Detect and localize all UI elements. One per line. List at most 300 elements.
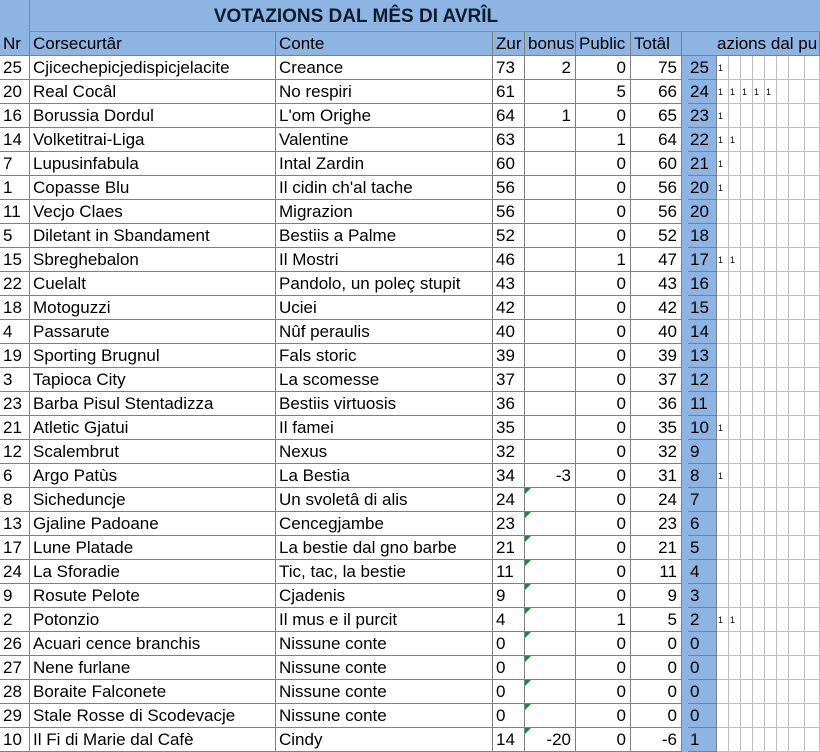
tally-cell[interactable]	[777, 728, 789, 752]
tally-cell[interactable]	[729, 200, 741, 224]
cell-name[interactable]: Lune Platade	[30, 536, 276, 560]
tally-cell[interactable]	[753, 488, 765, 512]
cell-bonus[interactable]	[525, 656, 576, 680]
cell-bonus[interactable]: -20	[525, 728, 576, 752]
tally-cell[interactable]	[777, 320, 789, 344]
tally-cell[interactable]: 1	[729, 248, 741, 272]
cell-conte[interactable]: Pandolo, un poleç stupit	[276, 272, 493, 296]
tally-cell[interactable]	[805, 440, 820, 464]
cell-name[interactable]: Stale Rosse di Scodevacje	[30, 704, 276, 728]
cell-nr[interactable]: 1	[0, 176, 30, 200]
tally-cell[interactable]	[729, 392, 741, 416]
tally-cell[interactable]	[753, 440, 765, 464]
tally-cell[interactable]	[717, 560, 729, 584]
tally-cell[interactable]	[717, 368, 729, 392]
cell-total[interactable]: 23	[631, 512, 682, 536]
tally-cell[interactable]	[753, 632, 765, 656]
cell-nr[interactable]: 5	[0, 224, 30, 248]
cell-zur[interactable]: 39	[493, 344, 525, 368]
cell-bonus[interactable]	[525, 536, 576, 560]
tally-cell[interactable]	[789, 224, 805, 248]
cell-name[interactable]: Tapioca City	[30, 368, 276, 392]
tally-cell[interactable]	[753, 248, 765, 272]
tally-cell[interactable]	[777, 464, 789, 488]
tally-cell[interactable]	[789, 56, 805, 80]
cell-rank[interactable]: 23	[688, 104, 717, 128]
cell-rank[interactable]: 22	[688, 128, 717, 152]
cell-public[interactable]: 0	[576, 368, 631, 392]
cell-name[interactable]: Diletant in Sbandament	[30, 224, 276, 248]
cell-rank[interactable]: 12	[688, 368, 717, 392]
cell-zur[interactable]: 11	[493, 560, 525, 584]
cell-public[interactable]: 0	[576, 56, 631, 80]
cell-total[interactable]: 36	[631, 392, 682, 416]
cell-nr[interactable]: 23	[0, 392, 30, 416]
cell-bonus[interactable]	[525, 488, 576, 512]
tally-cell[interactable]	[765, 152, 777, 176]
cell-conte[interactable]: Migrazion	[276, 200, 493, 224]
tally-cell[interactable]	[729, 176, 741, 200]
cell-zur[interactable]: 60	[493, 152, 525, 176]
tally-cell[interactable]	[789, 272, 805, 296]
tally-cell[interactable]	[753, 704, 765, 728]
tally-cell[interactable]	[777, 536, 789, 560]
cell-public[interactable]: 0	[576, 704, 631, 728]
tally-cell[interactable]	[789, 464, 805, 488]
tally-cell[interactable]	[789, 344, 805, 368]
tally-cell[interactable]	[789, 80, 805, 104]
cell-rank[interactable]: 2	[688, 608, 717, 632]
tally-cell[interactable]	[789, 584, 805, 608]
cell-zur[interactable]: 0	[493, 680, 525, 704]
tally-cell[interactable]	[753, 128, 765, 152]
cell-name[interactable]: Boraite Falconete	[30, 680, 276, 704]
cell-public[interactable]: 0	[576, 464, 631, 488]
cell-zur[interactable]: 24	[493, 488, 525, 512]
tally-cell[interactable]	[789, 656, 805, 680]
tally-cell[interactable]	[753, 320, 765, 344]
cell-nr[interactable]: 27	[0, 656, 30, 680]
cell-total[interactable]: 64	[631, 128, 682, 152]
cell-public[interactable]: 0	[576, 176, 631, 200]
tally-cell[interactable]	[717, 320, 729, 344]
tally-cell[interactable]	[765, 488, 777, 512]
tally-cell[interactable]	[729, 344, 741, 368]
cell-conte[interactable]: Nissune conte	[276, 680, 493, 704]
tally-cell[interactable]	[777, 224, 789, 248]
tally-cell[interactable]	[805, 656, 820, 680]
tally-cell[interactable]	[741, 608, 753, 632]
cell-zur[interactable]: 34	[493, 464, 525, 488]
cell-conte[interactable]: Il Mostri	[276, 248, 493, 272]
cell-public[interactable]: 0	[576, 488, 631, 512]
tally-cell[interactable]	[789, 176, 805, 200]
cell-zur[interactable]: 9	[493, 584, 525, 608]
cell-zur[interactable]: 56	[493, 176, 525, 200]
cell-bonus[interactable]	[525, 608, 576, 632]
tally-cell[interactable]	[777, 560, 789, 584]
tally-cell[interactable]: 1	[717, 464, 729, 488]
tally-cell[interactable]	[729, 632, 741, 656]
tally-cell[interactable]	[805, 272, 820, 296]
tally-cell[interactable]	[717, 536, 729, 560]
cell-nr[interactable]: 3	[0, 368, 30, 392]
cell-conte[interactable]: Il cidin ch'al tache	[276, 176, 493, 200]
cell-nr[interactable]: 18	[0, 296, 30, 320]
tally-cell[interactable]	[765, 560, 777, 584]
cell-rank[interactable]: 6	[688, 512, 717, 536]
tally-cell[interactable]	[805, 248, 820, 272]
cell-name[interactable]: Sicheduncje	[30, 488, 276, 512]
header-conte[interactable]: Conte	[276, 32, 493, 56]
cell-zur[interactable]: 73	[493, 56, 525, 80]
cell-public[interactable]: 0	[576, 296, 631, 320]
cell-bonus[interactable]	[525, 560, 576, 584]
header-side[interactable]: azions dal pu	[717, 32, 820, 56]
cell-zur[interactable]: 52	[493, 224, 525, 248]
tally-cell[interactable]: 1	[741, 80, 753, 104]
tally-cell[interactable]: 1	[729, 80, 741, 104]
tally-cell[interactable]	[777, 584, 789, 608]
tally-cell[interactable]	[729, 272, 741, 296]
tally-cell[interactable]	[741, 488, 753, 512]
cell-rank[interactable]: 0	[688, 656, 717, 680]
cell-name[interactable]: La Sforadie	[30, 560, 276, 584]
tally-cell[interactable]	[765, 584, 777, 608]
cell-nr[interactable]: 8	[0, 488, 30, 512]
cell-conte[interactable]: Fals storic	[276, 344, 493, 368]
tally-cell[interactable]	[765, 464, 777, 488]
tally-cell[interactable]	[753, 272, 765, 296]
header-total[interactable]: Totâl	[631, 32, 682, 56]
cell-total[interactable]: 0	[631, 632, 682, 656]
cell-bonus[interactable]	[525, 392, 576, 416]
tally-cell[interactable]	[777, 368, 789, 392]
cell-bonus[interactable]	[525, 128, 576, 152]
cell-bonus[interactable]: -3	[525, 464, 576, 488]
tally-cell[interactable]	[753, 680, 765, 704]
cell-rank[interactable]: 15	[688, 296, 717, 320]
tally-cell[interactable]	[805, 704, 820, 728]
cell-bonus[interactable]	[525, 368, 576, 392]
tally-cell[interactable]	[741, 248, 753, 272]
tally-cell[interactable]	[717, 272, 729, 296]
cell-public[interactable]: 5	[576, 80, 631, 104]
cell-public[interactable]: 0	[576, 224, 631, 248]
cell-total[interactable]: 39	[631, 344, 682, 368]
cell-bonus[interactable]	[525, 176, 576, 200]
cell-rank[interactable]: 16	[688, 272, 717, 296]
tally-cell[interactable]	[729, 296, 741, 320]
tally-cell[interactable]	[741, 584, 753, 608]
tally-cell[interactable]	[741, 416, 753, 440]
tally-cell[interactable]	[717, 632, 729, 656]
cell-total[interactable]: 52	[631, 224, 682, 248]
cell-total[interactable]: -6	[631, 728, 682, 752]
tally-cell[interactable]	[753, 392, 765, 416]
tally-cell[interactable]	[805, 416, 820, 440]
cell-rank[interactable]: 1	[688, 728, 717, 752]
tally-cell[interactable]	[805, 536, 820, 560]
cell-public[interactable]: 0	[576, 344, 631, 368]
cell-bonus[interactable]	[525, 320, 576, 344]
cell-total[interactable]: 47	[631, 248, 682, 272]
tally-cell[interactable]	[717, 344, 729, 368]
cell-zur[interactable]: 14	[493, 728, 525, 752]
cell-nr[interactable]: 26	[0, 632, 30, 656]
cell-total[interactable]: 0	[631, 680, 682, 704]
cell-zur[interactable]: 43	[493, 272, 525, 296]
tally-cell[interactable]	[741, 392, 753, 416]
tally-cell[interactable]	[741, 104, 753, 128]
tally-cell[interactable]	[805, 176, 820, 200]
tally-cell[interactable]	[777, 296, 789, 320]
cell-total[interactable]: 31	[631, 464, 682, 488]
tally-cell[interactable]	[741, 440, 753, 464]
tally-cell[interactable]: 1	[717, 248, 729, 272]
cell-nr[interactable]: 2	[0, 608, 30, 632]
cell-bonus[interactable]	[525, 224, 576, 248]
cell-name[interactable]: Sbreghebalon	[30, 248, 276, 272]
tally-cell[interactable]	[729, 560, 741, 584]
tally-cell[interactable]	[805, 368, 820, 392]
tally-cell[interactable]	[777, 416, 789, 440]
cell-conte[interactable]: Un svoletâ di alis	[276, 488, 493, 512]
tally-cell[interactable]	[741, 272, 753, 296]
tally-cell[interactable]	[805, 320, 820, 344]
tally-cell[interactable]	[765, 536, 777, 560]
tally-cell[interactable]: 1	[717, 80, 729, 104]
cell-nr[interactable]: 13	[0, 512, 30, 536]
cell-conte[interactable]: La scomesse	[276, 368, 493, 392]
cell-name[interactable]: Gjaline Padoane	[30, 512, 276, 536]
tally-cell[interactable]	[729, 368, 741, 392]
tally-cell[interactable]	[805, 728, 820, 752]
cell-bonus[interactable]	[525, 344, 576, 368]
cell-total[interactable]: 11	[631, 560, 682, 584]
cell-rank[interactable]: 0	[688, 680, 717, 704]
cell-name[interactable]: Motoguzzi	[30, 296, 276, 320]
header-nr[interactable]: Nr	[0, 32, 30, 56]
cell-name[interactable]: Passarute	[30, 320, 276, 344]
tally-cell[interactable]	[717, 680, 729, 704]
cell-public[interactable]: 0	[576, 272, 631, 296]
tally-cell[interactable]	[741, 296, 753, 320]
cell-rank[interactable]: 7	[688, 488, 717, 512]
tally-cell[interactable]	[777, 80, 789, 104]
tally-cell[interactable]	[717, 224, 729, 248]
tally-cell[interactable]	[729, 56, 741, 80]
tally-cell[interactable]	[765, 632, 777, 656]
tally-cell[interactable]	[805, 512, 820, 536]
tally-cell[interactable]	[753, 104, 765, 128]
cell-zur[interactable]: 64	[493, 104, 525, 128]
cell-public[interactable]: 1	[576, 128, 631, 152]
tally-cell[interactable]	[741, 656, 753, 680]
cell-bonus[interactable]	[525, 440, 576, 464]
cell-public[interactable]: 0	[576, 392, 631, 416]
cell-public[interactable]: 0	[576, 728, 631, 752]
tally-cell[interactable]	[789, 392, 805, 416]
tally-cell[interactable]	[789, 536, 805, 560]
tally-cell[interactable]	[741, 56, 753, 80]
cell-conte[interactable]: Nissune conte	[276, 704, 493, 728]
cell-public[interactable]: 0	[576, 560, 631, 584]
tally-cell[interactable]	[765, 368, 777, 392]
tally-cell[interactable]	[765, 656, 777, 680]
cell-name[interactable]: Sporting Brugnul	[30, 344, 276, 368]
cell-name[interactable]: Borussia Dordul	[30, 104, 276, 128]
cell-name[interactable]: Copasse Blu	[30, 176, 276, 200]
cell-conte[interactable]: Bestiis a Palme	[276, 224, 493, 248]
tally-cell[interactable]: 1	[765, 80, 777, 104]
cell-conte[interactable]: Cencegjambe	[276, 512, 493, 536]
tally-cell[interactable]	[741, 368, 753, 392]
cell-nr[interactable]: 9	[0, 584, 30, 608]
cell-nr[interactable]: 24	[0, 560, 30, 584]
cell-name[interactable]: Rosute Pelote	[30, 584, 276, 608]
cell-total[interactable]: 32	[631, 440, 682, 464]
tally-cell[interactable]	[729, 656, 741, 680]
cell-nr[interactable]: 17	[0, 536, 30, 560]
cell-name[interactable]: Barba Pisul Stentadizza	[30, 392, 276, 416]
cell-bonus[interactable]	[525, 80, 576, 104]
tally-cell[interactable]	[753, 728, 765, 752]
tally-cell[interactable]	[789, 440, 805, 464]
cell-total[interactable]: 0	[631, 704, 682, 728]
cell-zur[interactable]: 0	[493, 632, 525, 656]
tally-cell[interactable]	[789, 560, 805, 584]
tally-cell[interactable]	[765, 440, 777, 464]
cell-total[interactable]: 9	[631, 584, 682, 608]
cell-zur[interactable]: 61	[493, 80, 525, 104]
cell-bonus[interactable]	[525, 152, 576, 176]
cell-conte[interactable]: Cindy	[276, 728, 493, 752]
cell-public[interactable]: 0	[576, 152, 631, 176]
cell-name[interactable]: Cuelalt	[30, 272, 276, 296]
tally-cell[interactable]	[717, 392, 729, 416]
cell-rank[interactable]: 13	[688, 344, 717, 368]
cell-total[interactable]: 60	[631, 152, 682, 176]
tally-cell[interactable]	[741, 536, 753, 560]
cell-rank[interactable]: 5	[688, 536, 717, 560]
cell-total[interactable]: 24	[631, 488, 682, 512]
tally-cell[interactable]	[805, 200, 820, 224]
tally-cell[interactable]	[717, 296, 729, 320]
tally-cell[interactable]	[729, 728, 741, 752]
tally-cell[interactable]	[753, 608, 765, 632]
tally-cell[interactable]	[729, 584, 741, 608]
tally-cell[interactable]	[717, 200, 729, 224]
cell-public[interactable]: 0	[576, 632, 631, 656]
tally-cell[interactable]	[789, 488, 805, 512]
tally-cell[interactable]	[729, 680, 741, 704]
tally-cell[interactable]	[765, 176, 777, 200]
cell-nr[interactable]: 19	[0, 344, 30, 368]
tally-cell[interactable]	[789, 248, 805, 272]
tally-cell[interactable]	[717, 440, 729, 464]
tally-cell[interactable]	[789, 368, 805, 392]
tally-cell[interactable]	[741, 320, 753, 344]
tally-cell[interactable]	[717, 704, 729, 728]
tally-cell[interactable]	[765, 608, 777, 632]
tally-cell[interactable]	[741, 344, 753, 368]
tally-cell[interactable]	[753, 536, 765, 560]
cell-public[interactable]: 0	[576, 512, 631, 536]
cell-name[interactable]: Lupusinfabula	[30, 152, 276, 176]
cell-total[interactable]: 35	[631, 416, 682, 440]
tally-cell[interactable]	[765, 344, 777, 368]
header-public[interactable]: Public	[576, 32, 631, 56]
tally-cell[interactable]	[741, 704, 753, 728]
cell-total[interactable]: 40	[631, 320, 682, 344]
cell-total[interactable]: 56	[631, 200, 682, 224]
cell-bonus[interactable]: 2	[525, 56, 576, 80]
tally-cell[interactable]	[753, 296, 765, 320]
tally-cell[interactable]	[789, 296, 805, 320]
tally-cell[interactable]	[729, 152, 741, 176]
tally-cell[interactable]	[729, 416, 741, 440]
tally-cell[interactable]: 1	[717, 104, 729, 128]
tally-cell[interactable]	[789, 320, 805, 344]
tally-cell[interactable]	[777, 248, 789, 272]
cell-name[interactable]: Vecjo Claes	[30, 200, 276, 224]
tally-cell[interactable]	[765, 680, 777, 704]
tally-cell[interactable]	[805, 128, 820, 152]
tally-cell[interactable]	[729, 320, 741, 344]
tally-cell[interactable]	[717, 656, 729, 680]
cell-rank[interactable]: 10	[688, 416, 717, 440]
tally-cell[interactable]	[777, 656, 789, 680]
tally-cell[interactable]	[765, 248, 777, 272]
tally-cell[interactable]	[717, 488, 729, 512]
cell-zur[interactable]: 35	[493, 416, 525, 440]
tally-cell[interactable]	[753, 368, 765, 392]
cell-bonus[interactable]	[525, 248, 576, 272]
tally-cell[interactable]	[777, 512, 789, 536]
tally-cell[interactable]	[717, 728, 729, 752]
cell-nr[interactable]: 14	[0, 128, 30, 152]
cell-bonus[interactable]	[525, 272, 576, 296]
cell-nr[interactable]: 7	[0, 152, 30, 176]
cell-zur[interactable]: 63	[493, 128, 525, 152]
cell-total[interactable]: 75	[631, 56, 682, 80]
cell-bonus[interactable]: 1	[525, 104, 576, 128]
tally-cell[interactable]	[741, 200, 753, 224]
tally-cell[interactable]: 1	[753, 80, 765, 104]
cell-bonus[interactable]	[525, 200, 576, 224]
cell-total[interactable]: 43	[631, 272, 682, 296]
cell-conte[interactable]: Nûf peraulis	[276, 320, 493, 344]
cell-rank[interactable]: 25	[688, 56, 717, 80]
tally-cell[interactable]	[777, 608, 789, 632]
tally-cell[interactable]	[777, 440, 789, 464]
tally-cell[interactable]	[765, 56, 777, 80]
tally-cell[interactable]: 1	[717, 608, 729, 632]
tally-cell[interactable]	[805, 152, 820, 176]
tally-cell[interactable]	[765, 728, 777, 752]
tally-cell[interactable]	[805, 680, 820, 704]
tally-cell[interactable]	[789, 704, 805, 728]
cell-name[interactable]: Real Cocâl	[30, 80, 276, 104]
tally-cell[interactable]	[765, 512, 777, 536]
cell-zur[interactable]: 36	[493, 392, 525, 416]
cell-nr[interactable]: 20	[0, 80, 30, 104]
cell-rank[interactable]: 0	[688, 632, 717, 656]
tally-cell[interactable]	[777, 344, 789, 368]
cell-conte[interactable]: Bestiis virtuosis	[276, 392, 493, 416]
header-zur[interactable]: Zur	[493, 32, 525, 56]
